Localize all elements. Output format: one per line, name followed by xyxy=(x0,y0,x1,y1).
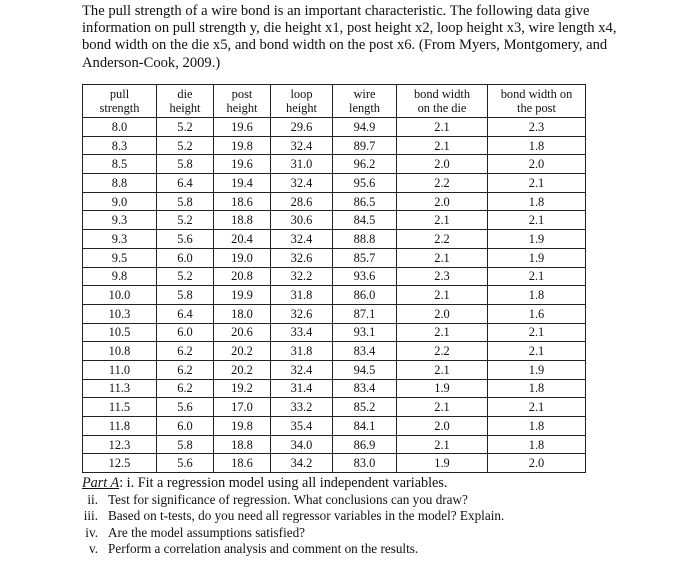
table-cell: 1.8 xyxy=(488,435,586,454)
table-cell: 5.8 xyxy=(157,192,214,211)
table-row xyxy=(83,342,586,361)
table-cell: 8.5 xyxy=(83,155,157,174)
column-header xyxy=(271,85,333,118)
table-cell: 2.1 xyxy=(397,248,488,267)
table-cell: 29.6 xyxy=(271,118,333,137)
table-cell: 19.6 xyxy=(214,155,271,174)
table-row xyxy=(83,248,586,267)
table-row xyxy=(83,174,586,193)
table-cell: 34.0 xyxy=(271,435,333,454)
table-cell: 33.2 xyxy=(271,398,333,417)
table-cell: 2.1 xyxy=(488,342,586,361)
table-cell: 32.4 xyxy=(271,360,333,379)
table-cell: 94.5 xyxy=(333,360,397,379)
table-cell: 19.8 xyxy=(214,136,271,155)
table-cell: 2.1 xyxy=(397,211,488,230)
column-header-line: strength xyxy=(99,101,140,115)
table-cell: 84.5 xyxy=(333,211,397,230)
table-cell: 19.0 xyxy=(214,248,271,267)
table-row xyxy=(83,286,586,305)
table-cell: 20.8 xyxy=(214,267,271,286)
table-cell: 9.3 xyxy=(83,230,157,249)
table-cell: 85.2 xyxy=(333,398,397,417)
column-header xyxy=(488,85,586,118)
table-row xyxy=(83,118,586,137)
question-item xyxy=(82,541,642,557)
table-cell: 1.9 xyxy=(397,379,488,398)
table-cell: 83.0 xyxy=(333,454,397,473)
table-cell: 19.2 xyxy=(214,379,271,398)
table-cell: 34.2 xyxy=(271,454,333,473)
table-cell: 2.1 xyxy=(488,267,586,286)
table-cell: 86.5 xyxy=(333,192,397,211)
table-row xyxy=(83,360,586,379)
table-cell: 2.1 xyxy=(397,118,488,137)
table-row xyxy=(83,454,586,473)
table-cell: 11.3 xyxy=(83,379,157,398)
table-cell: 1.8 xyxy=(488,286,586,305)
table-cell: 28.6 xyxy=(271,192,333,211)
table-cell: 87.1 xyxy=(333,304,397,323)
table-cell: 93.1 xyxy=(333,323,397,342)
table-cell: 86.0 xyxy=(333,286,397,305)
table-cell: 2.1 xyxy=(397,286,488,305)
question-item xyxy=(82,492,642,508)
table-row xyxy=(83,417,586,436)
table-cell: 2.0 xyxy=(397,192,488,211)
table-cell: 18.0 xyxy=(214,304,271,323)
table-cell: 6.2 xyxy=(157,379,214,398)
question-text: Test for significance of regression. What conclusions can you draw? xyxy=(108,492,468,507)
table-cell: 2.1 xyxy=(397,360,488,379)
table-cell: 8.8 xyxy=(83,174,157,193)
table-cell: 20.2 xyxy=(214,342,271,361)
table-cell: 1.9 xyxy=(488,360,586,379)
part-a-heading xyxy=(82,475,642,492)
table-cell: 18.6 xyxy=(214,192,271,211)
question-list xyxy=(82,492,642,557)
table-cell: 10.0 xyxy=(83,286,157,305)
column-header-line: the post xyxy=(517,101,556,115)
table-cell: 83.4 xyxy=(333,379,397,398)
table-cell: 19.9 xyxy=(214,286,271,305)
table-row xyxy=(83,230,586,249)
column-header xyxy=(397,85,488,118)
table-cell: 86.9 xyxy=(333,435,397,454)
question-number: v. xyxy=(88,540,98,556)
table-cell: 5.6 xyxy=(157,398,214,417)
table-cell: 19.4 xyxy=(214,174,271,193)
column-header xyxy=(333,85,397,118)
table-cell: 10.5 xyxy=(83,323,157,342)
table-cell: 95.6 xyxy=(333,174,397,193)
column-header-line: on the die xyxy=(417,101,467,115)
column-header xyxy=(83,85,157,118)
part-a-section xyxy=(82,475,642,557)
column-header-line: pull xyxy=(109,87,130,101)
part-a-question-i: Fit a regression model using all independent variables. xyxy=(137,475,448,491)
table-cell: 18.8 xyxy=(214,211,271,230)
question-item xyxy=(82,508,642,524)
table-row xyxy=(83,435,586,454)
table-row xyxy=(83,192,586,211)
column-header-line: length xyxy=(349,101,380,115)
column-header-line: bond width xyxy=(413,87,471,101)
table-cell: 96.2 xyxy=(333,155,397,174)
table-cell: 1.9 xyxy=(397,454,488,473)
table-cell: 84.1 xyxy=(333,417,397,436)
question-text: Are the model assumptions satisfied? xyxy=(108,524,306,540)
question-item xyxy=(82,525,642,541)
table-cell: 19.6 xyxy=(214,118,271,137)
table-cell: 1.9 xyxy=(488,230,586,249)
table-row xyxy=(83,267,586,286)
column-header-line: die xyxy=(177,87,193,101)
table-cell: 94.9 xyxy=(333,118,397,137)
table-cell: 8.3 xyxy=(83,136,157,155)
column-header xyxy=(214,85,271,118)
column-header-line: height xyxy=(286,101,317,115)
table-cell: 5.2 xyxy=(157,118,214,137)
table-cell: 8.0 xyxy=(83,118,157,137)
table-cell: 32.4 xyxy=(271,136,333,155)
table-cell: 30.6 xyxy=(271,211,333,230)
table-cell: 2.1 xyxy=(488,174,586,193)
table-cell: 6.0 xyxy=(157,417,214,436)
table-cell: 12.3 xyxy=(83,435,157,454)
part-a-label: Part A xyxy=(82,475,120,491)
table-cell: 9.3 xyxy=(83,211,157,230)
table-cell: 2.1 xyxy=(488,398,586,417)
table-row xyxy=(83,323,586,342)
table-cell: 2.2 xyxy=(397,174,488,193)
column-header-line: post xyxy=(231,87,253,101)
table-cell: 9.5 xyxy=(83,248,157,267)
table-cell: 20.2 xyxy=(214,360,271,379)
table-cell: 2.1 xyxy=(397,398,488,417)
table-cell: 5.2 xyxy=(157,211,214,230)
table-row xyxy=(83,304,586,323)
table-cell: 1.8 xyxy=(488,136,586,155)
table-cell: 2.0 xyxy=(397,417,488,436)
wire-bond-data-table xyxy=(82,84,586,473)
table-cell: 6.0 xyxy=(157,248,214,267)
table-cell: 33.4 xyxy=(271,323,333,342)
table-cell: 5.8 xyxy=(157,435,214,454)
table-cell: 5.6 xyxy=(157,454,214,473)
table-cell: 18.8 xyxy=(214,435,271,454)
column-header-line: wire xyxy=(353,87,376,101)
question-number: iv. xyxy=(85,524,98,540)
column-header xyxy=(157,85,214,118)
table-cell: 5.6 xyxy=(157,230,214,249)
table-cell: 2.1 xyxy=(397,136,488,155)
question-number: iii. xyxy=(83,508,98,524)
table-cell: 1.8 xyxy=(488,417,586,436)
table-cell: 10.3 xyxy=(83,304,157,323)
table-cell: 1.6 xyxy=(488,304,586,323)
table-cell: 18.6 xyxy=(214,454,271,473)
table-cell: 2.1 xyxy=(488,211,586,230)
column-header-line: loop xyxy=(290,87,313,101)
table-cell: 6.0 xyxy=(157,323,214,342)
table-cell: 6.4 xyxy=(157,304,214,323)
table-row xyxy=(83,155,586,174)
table-cell: 1.8 xyxy=(488,192,586,211)
table-cell: 2.3 xyxy=(397,267,488,286)
table-cell: 35.4 xyxy=(271,417,333,436)
question-number: ii. xyxy=(87,492,98,507)
table-cell: 2.0 xyxy=(397,155,488,174)
column-header-line: height xyxy=(226,101,258,115)
table-cell: 2.2 xyxy=(397,342,488,361)
problem-intro: The pull strength of a wire bond is an important characteristic. The following data give information on pull strength y, die height x1, post height x2, loop height x3, wire length x4, bond width on the die x5, and bond width on the post x6. (From Myers, Montgomery, and Anderson-Cook, 2009.) xyxy=(82,3,617,71)
table-cell: 2.0 xyxy=(488,454,586,473)
table-cell: 85.7 xyxy=(333,248,397,267)
table-cell: 6.2 xyxy=(157,360,214,379)
table-row xyxy=(83,211,586,230)
question-text: Based on t-tests, do you need all regressor variables in the model? Explain. xyxy=(108,508,505,524)
table-cell: 93.6 xyxy=(333,267,397,286)
table-cell: 9.8 xyxy=(83,267,157,286)
table-cell: 31.4 xyxy=(271,379,333,398)
table-cell: 89.7 xyxy=(333,136,397,155)
table-cell: 5.2 xyxy=(157,267,214,286)
table-cell: 2.1 xyxy=(397,435,488,454)
table-row xyxy=(83,398,586,417)
table-cell: 31.0 xyxy=(271,155,333,174)
table-cell: 2.1 xyxy=(397,323,488,342)
column-header-line: height xyxy=(169,101,201,115)
table-cell: 1.8 xyxy=(488,379,586,398)
table-cell: 88.8 xyxy=(333,230,397,249)
table-cell: 20.4 xyxy=(214,230,271,249)
table-cell: 32.6 xyxy=(271,304,333,323)
table-header-row xyxy=(83,85,586,118)
table-cell: 32.6 xyxy=(271,248,333,267)
table-cell: 5.8 xyxy=(157,286,214,305)
table-cell: 1.9 xyxy=(488,248,586,267)
table-cell: 5.2 xyxy=(157,136,214,155)
table-body xyxy=(83,118,586,473)
table-cell: 32.4 xyxy=(271,174,333,193)
table-cell: 31.8 xyxy=(271,342,333,361)
table-cell: 6.2 xyxy=(157,342,214,361)
table-cell: 9.0 xyxy=(83,192,157,211)
question-text: Perform a correlation analysis and comment on the results. xyxy=(108,540,419,556)
table-row xyxy=(83,136,586,155)
table-cell: 83.4 xyxy=(333,342,397,361)
table-cell: 6.4 xyxy=(157,174,214,193)
table-cell: 2.1 xyxy=(488,323,586,342)
table-cell: 20.6 xyxy=(214,323,271,342)
table-cell: 5.8 xyxy=(157,155,214,174)
table-cell: 31.8 xyxy=(271,286,333,305)
table-cell: 11.0 xyxy=(83,360,157,379)
table-cell: 12.5 xyxy=(83,454,157,473)
table-row xyxy=(83,379,586,398)
part-a-first-prefix: : i. xyxy=(119,475,135,491)
table-cell: 2.2 xyxy=(397,230,488,249)
table-cell: 17.0 xyxy=(214,398,271,417)
column-header-line: bond width on xyxy=(500,87,573,101)
table-cell: 11.8 xyxy=(83,417,157,436)
table-cell: 2.0 xyxy=(488,155,586,174)
table-cell: 32.2 xyxy=(271,267,333,286)
table-cell: 11.5 xyxy=(83,398,157,417)
table-cell: 19.8 xyxy=(214,417,271,436)
table-cell: 32.4 xyxy=(271,230,333,249)
table-cell: 2.3 xyxy=(488,118,586,137)
table-cell: 2.0 xyxy=(397,304,488,323)
table-cell: 10.8 xyxy=(83,342,157,361)
